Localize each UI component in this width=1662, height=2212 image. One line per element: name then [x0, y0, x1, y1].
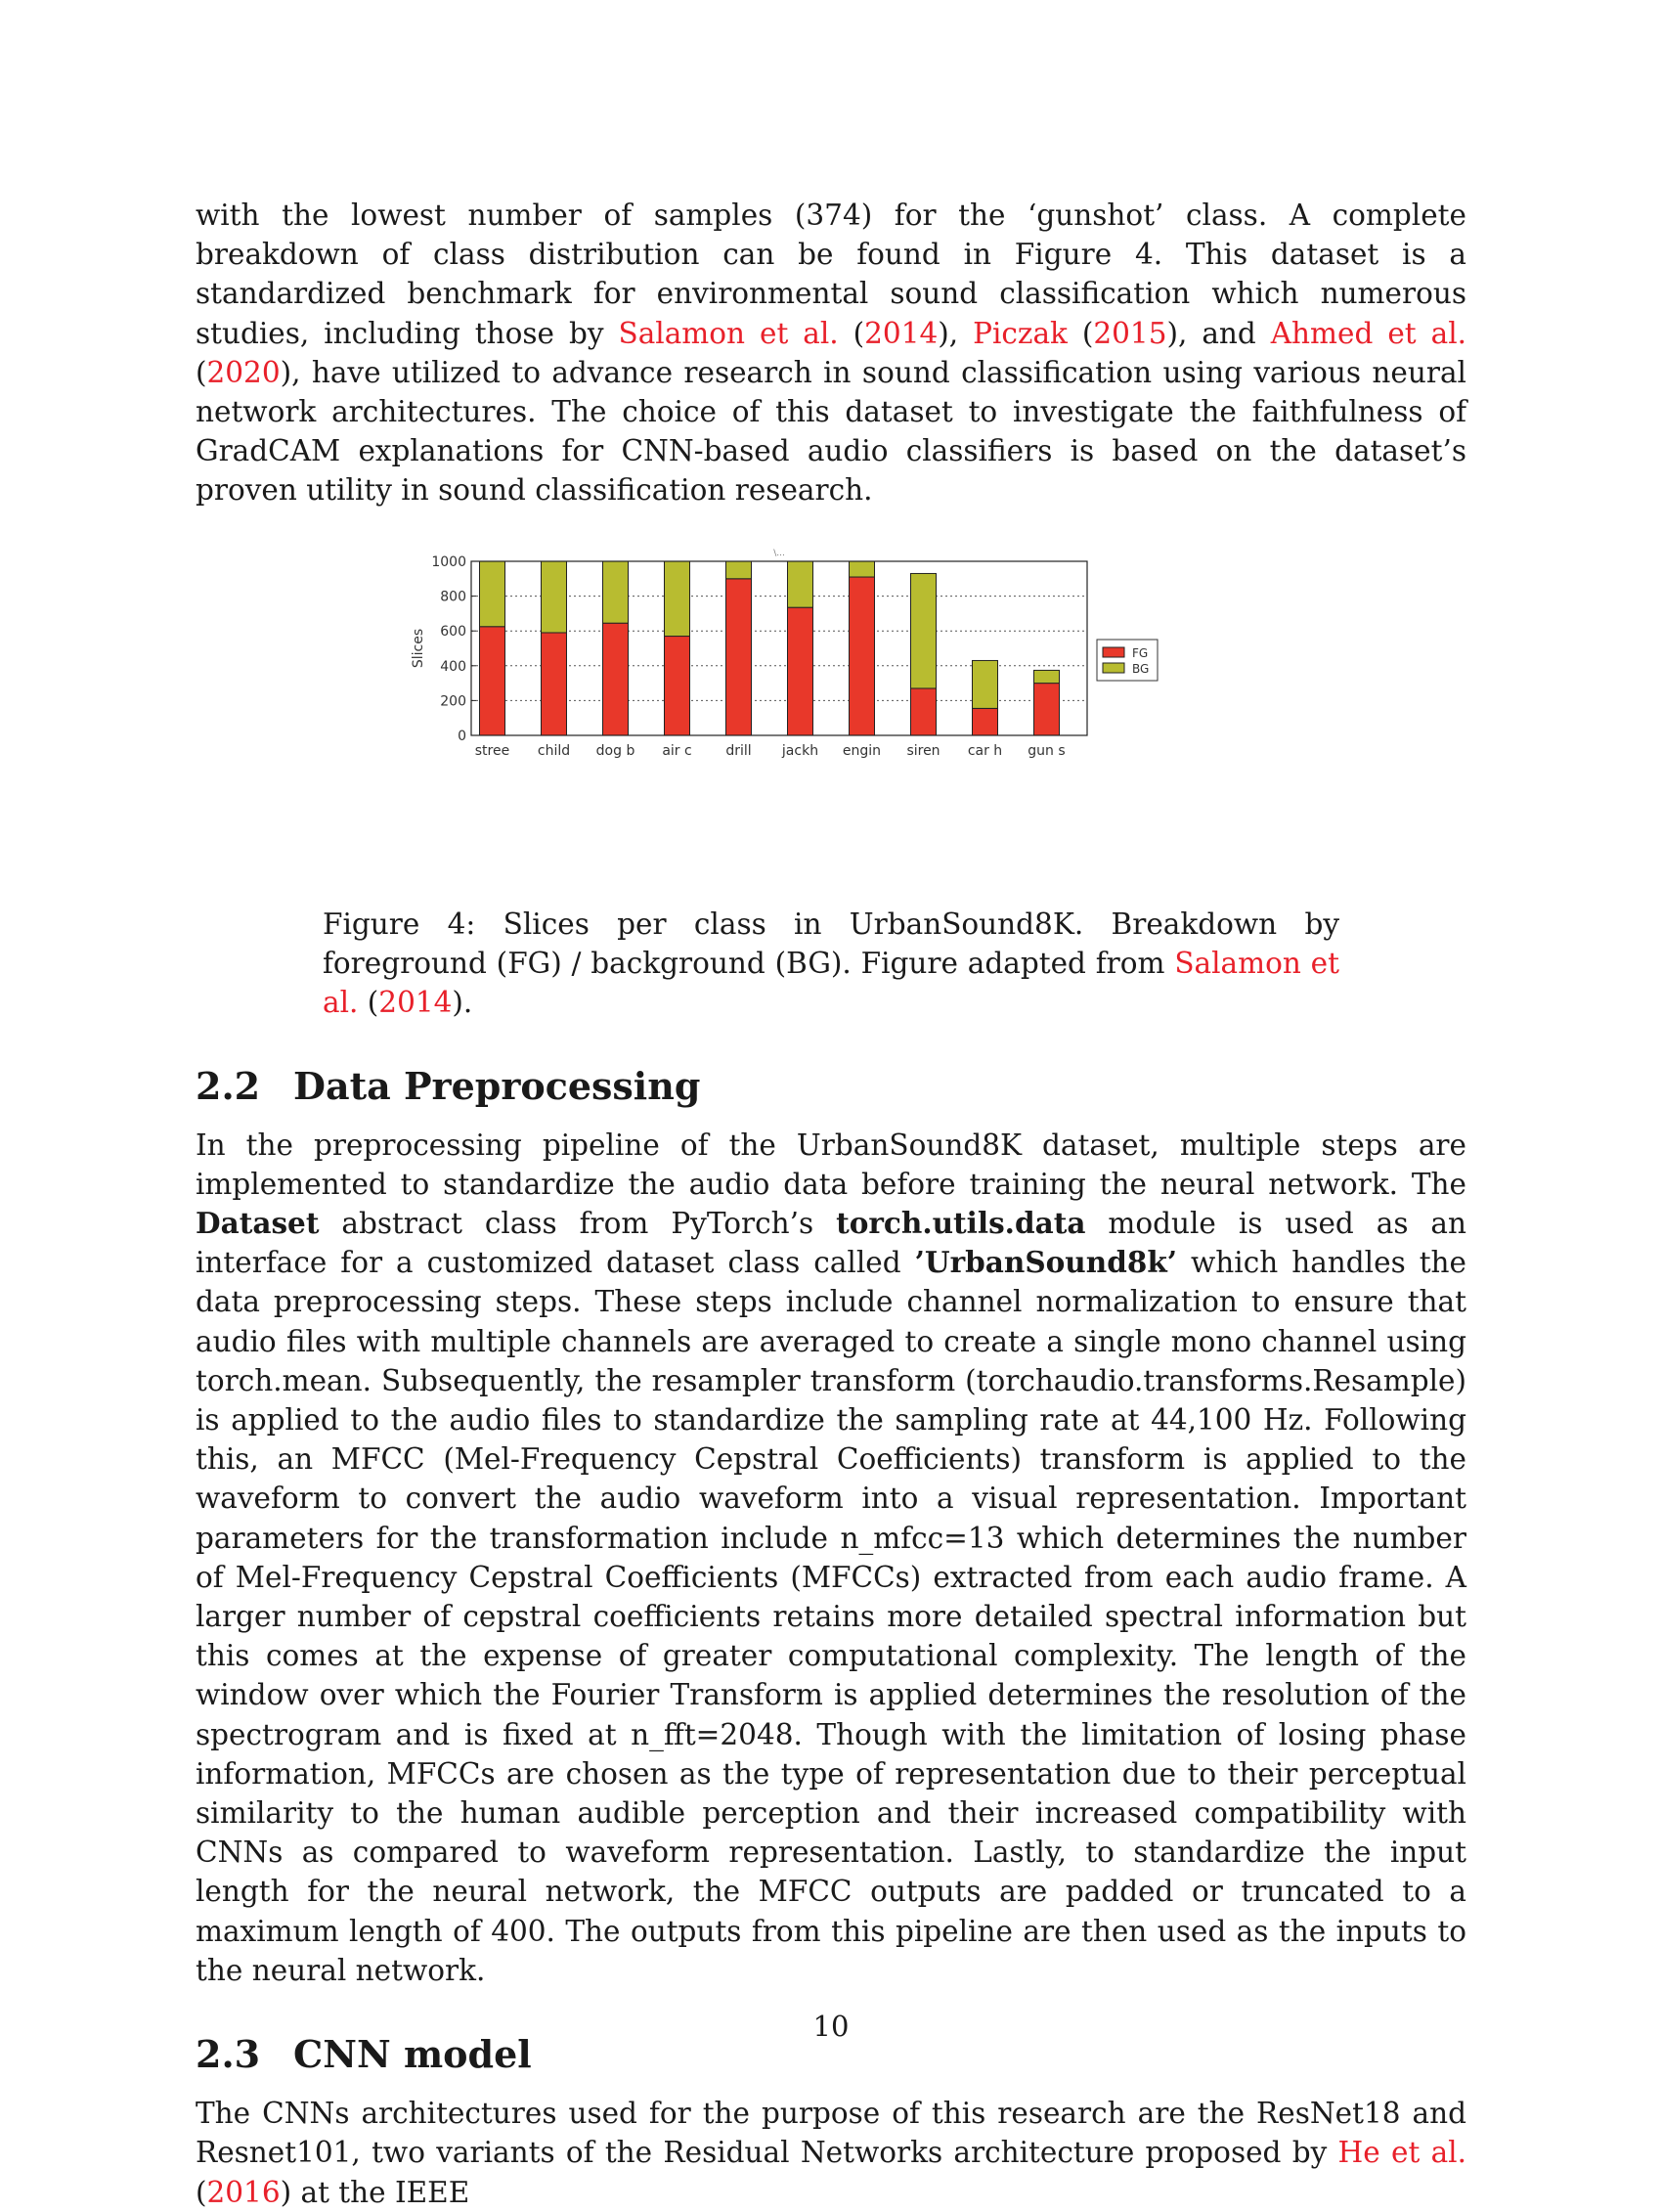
x-tick-label: jackh: [781, 742, 819, 759]
y-tick-label: 600: [440, 623, 466, 640]
citation-link[interactable]: He et al.: [1337, 2136, 1466, 2170]
x-tick-label: car h: [967, 742, 1003, 759]
x-tick-label: gun s: [1028, 742, 1066, 759]
legend-swatch-FG: [1103, 647, 1124, 657]
x-tick-label: stree: [474, 742, 510, 759]
legend-swatch-BG: [1103, 663, 1124, 673]
citation-link[interactable]: Ahmed et al.: [1270, 316, 1467, 350]
slices-bar-chart: [401, 542, 1261, 767]
bar-fg-drill: [726, 578, 752, 734]
bar-bg-jackh: [788, 561, 813, 607]
citation-link[interactable]: Salamon et al.: [618, 316, 839, 350]
cnn-model-paragraph: The CNNs architectures used for the purpose of this research are the ResNet18 and Resnet101, two variants of the Residual Networks architecture proposed by He et al. (2016) at the IEEE: [196, 2097, 1466, 2209]
bar-fg-car-h: [973, 708, 998, 735]
y-axis-label: Slices: [411, 628, 426, 668]
section-number: 2.2: [196, 1063, 261, 1108]
bar-fg-engin: [850, 577, 875, 735]
bar-fg-dog-b: [603, 623, 629, 735]
bar-bg-siren: [911, 573, 937, 687]
legend-label-BG: BG: [1132, 661, 1150, 676]
bar-bg-air-c: [665, 561, 690, 637]
citation-link[interactable]: Salamon et al.: [323, 946, 1339, 1019]
bar-fg-siren: [911, 688, 937, 735]
bar-bg-car-h: [973, 660, 998, 708]
x-tick-label: dog b: [595, 742, 635, 759]
citation-year-link[interactable]: 2016: [206, 2175, 281, 2209]
bar-bg-drill: [726, 561, 752, 579]
bar-bg-gun-s: [1034, 670, 1060, 683]
page-number: 10: [812, 2010, 850, 2043]
x-tick-label: engin: [842, 742, 882, 759]
bar-fg-gun-s: [1034, 683, 1060, 734]
citation-year-link[interactable]: 2014: [378, 985, 453, 1019]
bar-bg-dog-b: [603, 561, 629, 623]
x-tick-label: air c: [662, 742, 692, 759]
section-title: CNN model: [293, 2032, 532, 2077]
legend-label-FG: FG: [1132, 645, 1149, 660]
bar-fg-stree: [480, 626, 505, 734]
citation-year-link[interactable]: 2014: [864, 316, 939, 350]
bar-bg-child: [542, 561, 567, 633]
y-tick-label: 200: [440, 693, 466, 710]
citation-year-link[interactable]: 2015: [1093, 316, 1167, 350]
x-tick-label: drill: [725, 742, 752, 759]
citation-link[interactable]: Piczak: [973, 316, 1068, 350]
bar-fg-child: [542, 633, 567, 735]
y-tick-label: 1000: [431, 553, 466, 570]
bar-bg-stree: [480, 561, 505, 627]
citation-year-link[interactable]: 2020: [206, 355, 281, 389]
y-tick-label: 0: [458, 728, 466, 744]
section-heading-2-2: [196, 1063, 1466, 1110]
figure-caption: Figure 4: Slices per class in UrbanSound8K. Breakdown by foreground (FG) / background (BG). Figure adapted from Salamon et al. (2014).: [323, 907, 1339, 1019]
bar-fg-air-c: [665, 636, 690, 734]
bar-bg-engin: [850, 561, 875, 577]
preprocessing-paragraph: In the preprocessing pipeline of the UrbanSound8K dataset, multiple steps are implemented to standardize the audio data before training the neural network. The Dataset abstract class from PyTorch’s torch.utils.data module is used as an interface for a customized dataset class called ’UrbanSound8k’ which handles the data preprocessing steps. These steps include channel normalization to ensure that audio files with multiple channels are averaged to create a single mono channel using torch.mean. Subsequently, the resampler transform (torchaudio.transforms.Resample) is applied to the audio files to standardize the sampling rate at 44,100 Hz. Following this, an MFCC (Mel-Frequency Cepstral Coefficients) transform is applied to the waveform to convert the audio waveform into a visual representation. Important parameters for the transformation include n_mfcc=13 which determines the number of Mel-Frequency Cepstral Coefficients (MFCCs) extracted from each audio frame. A larger number of cepstral coefficients retains more detailed spectral information but this comes at the expense of greater computational complexity. The length of the window over which the Fourier Transform is applied determines the resolution of the spectrogram and is fixed at n_fft=2048. Though with the limitation of losing phase information, MFCCs are chosen as the type of representation due to their perceptual similarity to the human audible perception and their increased compatibility with CNNs as compared to waveform representation. Lastly, to standardize the input length for the neural network, the MFCC outputs are padded or truncated to a maximum length of 400. The outputs from this pipeline are then used as the inputs to the neural network.: [196, 1128, 1467, 1987]
x-tick-label: siren: [906, 742, 940, 759]
page-body: [196, 196, 1466, 2212]
bar-fg-jackh: [788, 607, 813, 735]
x-tick-label: child: [537, 742, 571, 759]
section-title: Data Preprocessing: [293, 1063, 701, 1108]
figure-4: [196, 542, 1466, 879]
y-tick-label: 400: [440, 658, 466, 675]
section-number: 2.3: [196, 2032, 261, 2077]
y-tick-label: 800: [440, 589, 466, 605]
chart-title-fragment: \...: [773, 548, 785, 558]
intro-paragraph: with the lowest number of samples (374) for the ‘gunshot’ class. A complete breakdown of class distribution can be found in Figure 4. This dataset is a standardized benchmark for environmental sound classification which numerous studies, including those by Salamon et al. (2014), Piczak (2015), and Ahmed et al. (2020), have utilized to advance research in sound classification using various neural network architectures. The choice of this dataset to investigate the faithfulness of GradCAM explanations for CNN-based audio classifiers is based on the dataset’s proven utility in sound classification research.: [196, 199, 1467, 508]
